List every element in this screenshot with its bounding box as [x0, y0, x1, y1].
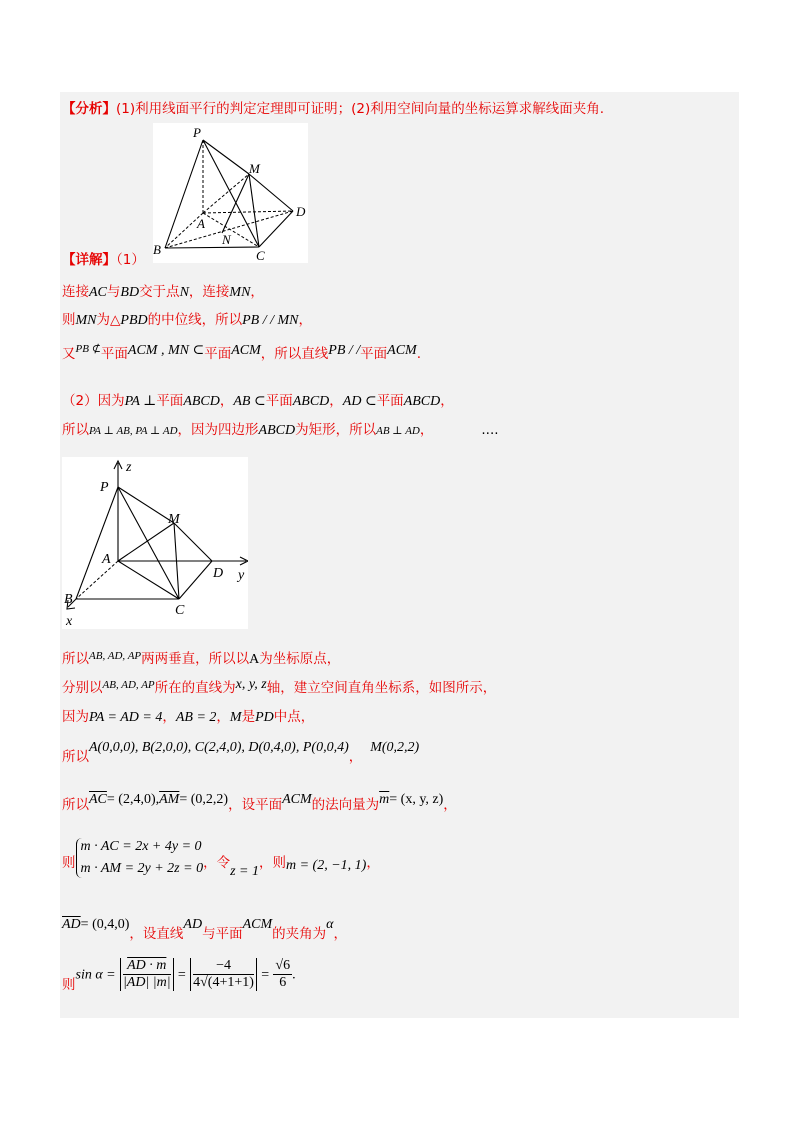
math-eq-ab: AB = 2 [175, 710, 217, 725]
text: ， [419, 422, 434, 438]
body-line7 [62, 679, 496, 698]
text: 则 [62, 855, 76, 871]
text: 是 [241, 709, 256, 725]
text: （2）因为 [62, 393, 125, 409]
denominator-2: 4√(4+1+1) [193, 975, 254, 990]
label-c: C [175, 603, 185, 618]
text: ，因为四边形 [177, 422, 259, 438]
text: 则 [62, 312, 76, 328]
math-ab-subset: AB ⊂ [233, 394, 266, 409]
text: ， [216, 709, 230, 725]
math-a: A [249, 652, 260, 667]
detail-line3 [62, 345, 421, 364]
vector-m: $\overline{m}$ [379, 792, 390, 807]
text: 平面 [265, 393, 293, 409]
detail-header [62, 251, 145, 269]
math-acm: ACM [387, 343, 417, 358]
label-m: M [249, 161, 260, 176]
text: ，令 [203, 855, 231, 871]
body-line8 [62, 708, 314, 727]
math-ac: AC [89, 285, 107, 300]
ellipsis: .... [481, 422, 499, 438]
math-sin-alpha: sin α = [75, 967, 116, 983]
math-abcd: ABCD [258, 423, 296, 438]
text: 平面 [360, 346, 388, 362]
label-p: P [100, 480, 109, 495]
text: . [416, 346, 422, 362]
detail-tag: 【详解】 [62, 252, 116, 268]
math-pbd: PBD [120, 313, 148, 328]
math-mn: MN [229, 285, 251, 300]
text: 连接 [62, 284, 89, 300]
period: . [292, 967, 296, 983]
math-abcd: ABCD [183, 394, 220, 409]
text: 的夹角为 [272, 926, 327, 942]
label-a: A [197, 216, 205, 231]
equals: = [261, 967, 270, 983]
label-b: B [153, 242, 161, 257]
triangle-symbol: △ [110, 312, 121, 328]
numerator-2: −4 [193, 958, 254, 975]
label-b: B [64, 592, 73, 607]
math-m-solution: m = (2, −1, 1) [285, 858, 367, 873]
math-alpha: α [326, 917, 334, 932]
part1-label: （1） [116, 252, 145, 268]
text: 的中位线，所以 [147, 312, 243, 328]
math-acm: ACM [231, 343, 261, 358]
label-a: A [102, 552, 111, 567]
equals: = [177, 967, 186, 983]
math-points: A(0,0,0), B(2,0,0), C(2,4,0), D(0,4,0), P(0,0,4) [89, 740, 349, 755]
text: 轴，建立空间直角坐标系，如图所示， [266, 680, 497, 696]
coordinate-diagram [62, 457, 248, 629]
text: ， [298, 312, 312, 328]
text: 所以 [62, 651, 89, 667]
axis-label-y: y [238, 568, 245, 583]
detail-line1 [62, 283, 264, 302]
text: ，设直线 [129, 926, 184, 942]
math-z: z = 1 [230, 864, 259, 879]
math-pb-not-subset: PB ⊄ [75, 343, 101, 355]
math-eq-pa: PA = AD = 4 [89, 710, 163, 725]
axis-label-x: x [66, 614, 73, 629]
text: 为 [96, 312, 110, 328]
math-bd: BD [120, 285, 140, 300]
math-ab-perp-ad: AB ⊥ AD [376, 425, 420, 437]
text: 又 [62, 346, 76, 362]
math-ad: AD [183, 917, 203, 932]
numerator-1: AD · m [123, 958, 171, 975]
text: ， [250, 284, 264, 300]
text: 交于点 [139, 284, 180, 300]
math-acm: ACM , MN ⊂ [127, 343, 205, 358]
text: ， [333, 926, 347, 942]
text: 平面 [376, 393, 404, 409]
label-n: N [222, 232, 231, 247]
denominator-1: |AD| |m| [122, 975, 171, 990]
math-perp-relations: PA ⊥ AB, PA ⊥ AD [89, 425, 178, 437]
equation-2: m · AM = 2y + 2z = 0 [80, 861, 204, 876]
analysis-text: (1)利用线面平行的判定定理即可证明；(2)利用空间向量的坐标运算求解线面夹角. [116, 101, 605, 117]
body-line11 [62, 838, 380, 878]
axis-label-z: z [126, 460, 132, 475]
text: 所以 [62, 797, 89, 813]
label-m: M [168, 512, 180, 527]
math-xyz: x, y, z [235, 677, 267, 692]
text: ， [443, 797, 457, 813]
text: ， [329, 393, 343, 409]
detail-line4 [62, 392, 454, 411]
text: 平面 [100, 346, 128, 362]
body-line12 [62, 915, 347, 942]
figure-coordinates [62, 457, 248, 629]
text: 因为 [62, 709, 89, 725]
text: 两两垂直，所以以 [141, 651, 250, 667]
math-acm: ACM [282, 792, 312, 807]
detail-line5 [62, 421, 499, 440]
text: 平面 [156, 393, 184, 409]
fraction-2 [190, 958, 257, 991]
text: ，设平面 [228, 797, 283, 813]
math-pd: PD [255, 710, 274, 725]
math-m-value: = (x, y, z) [389, 792, 444, 807]
math-am-value: = (0,2,2) [179, 792, 229, 807]
text: 为矩形，所以 [295, 422, 377, 438]
text: 的法向量为 [311, 797, 380, 813]
math-ad-value: = (0,4,0) [80, 917, 130, 932]
text: 则 [62, 976, 76, 993]
math-mn: MN [75, 313, 97, 328]
body-line9 [62, 738, 420, 765]
detail-line2 [62, 311, 312, 330]
math-vars: AB, AD, AP [89, 650, 142, 662]
text: ， [219, 393, 234, 409]
math-point-m: M(0,2,2) [370, 740, 420, 755]
math-parallel: PB / / MN [242, 313, 299, 328]
text: 与 [106, 284, 121, 300]
text: 所以 [62, 422, 89, 438]
numerator-3: √6 [275, 958, 291, 973]
fraction-1 [120, 958, 174, 991]
math-pa-perp: PA ⊥ [124, 394, 157, 409]
text: 与平面 [202, 926, 243, 942]
math-m: M [229, 710, 242, 725]
analysis-line [62, 100, 604, 118]
text: ， [366, 855, 380, 871]
text: 所以 [62, 749, 89, 765]
label-d: D [213, 566, 224, 581]
vector-ac: $\overline{AC}$ [89, 792, 107, 807]
math-n: N [179, 285, 189, 300]
vector-ad: $\overline{AD}$ [62, 917, 81, 932]
math-pb-parallel: PB / / [328, 343, 361, 358]
body-line6 [62, 650, 340, 669]
math-abcd: ABCD [292, 394, 330, 409]
text: ， [440, 393, 454, 409]
body-line13 [62, 958, 296, 991]
math-ac-value: = (2,4,0), [106, 792, 160, 807]
math-acm: ACM [242, 917, 273, 932]
equation-1: m · AC = 2x + 4y = 0 [80, 839, 202, 854]
text: 为坐标原点， [259, 651, 341, 667]
figure-pyramid [153, 123, 308, 263]
label-c: C [256, 248, 265, 263]
vector-am: $\overline{AM}$ [159, 792, 180, 807]
text: ，连接 [188, 284, 230, 300]
body-line10 [62, 792, 457, 815]
text: 分别以 [62, 680, 103, 696]
pyramid-diagram [153, 123, 308, 263]
text: ，所以直线 [260, 346, 329, 362]
equation-system [76, 838, 204, 878]
fraction-3 [273, 958, 292, 991]
math-ad-subset: AD ⊂ [342, 394, 377, 409]
text: ， [348, 749, 363, 765]
text: 平面 [204, 346, 232, 362]
denominator-3: 6 [279, 975, 287, 990]
math-abcd: ABCD [403, 394, 441, 409]
text: ，则 [258, 855, 286, 871]
analysis-tag: 【分析】 [62, 101, 116, 117]
text: ， [162, 709, 176, 725]
math-vars: AB, AD, AP [102, 679, 155, 691]
label-p: P [193, 125, 201, 140]
text: 中点， [273, 709, 315, 725]
label-d: D [296, 204, 306, 219]
text: 所在的直线为 [154, 680, 236, 696]
